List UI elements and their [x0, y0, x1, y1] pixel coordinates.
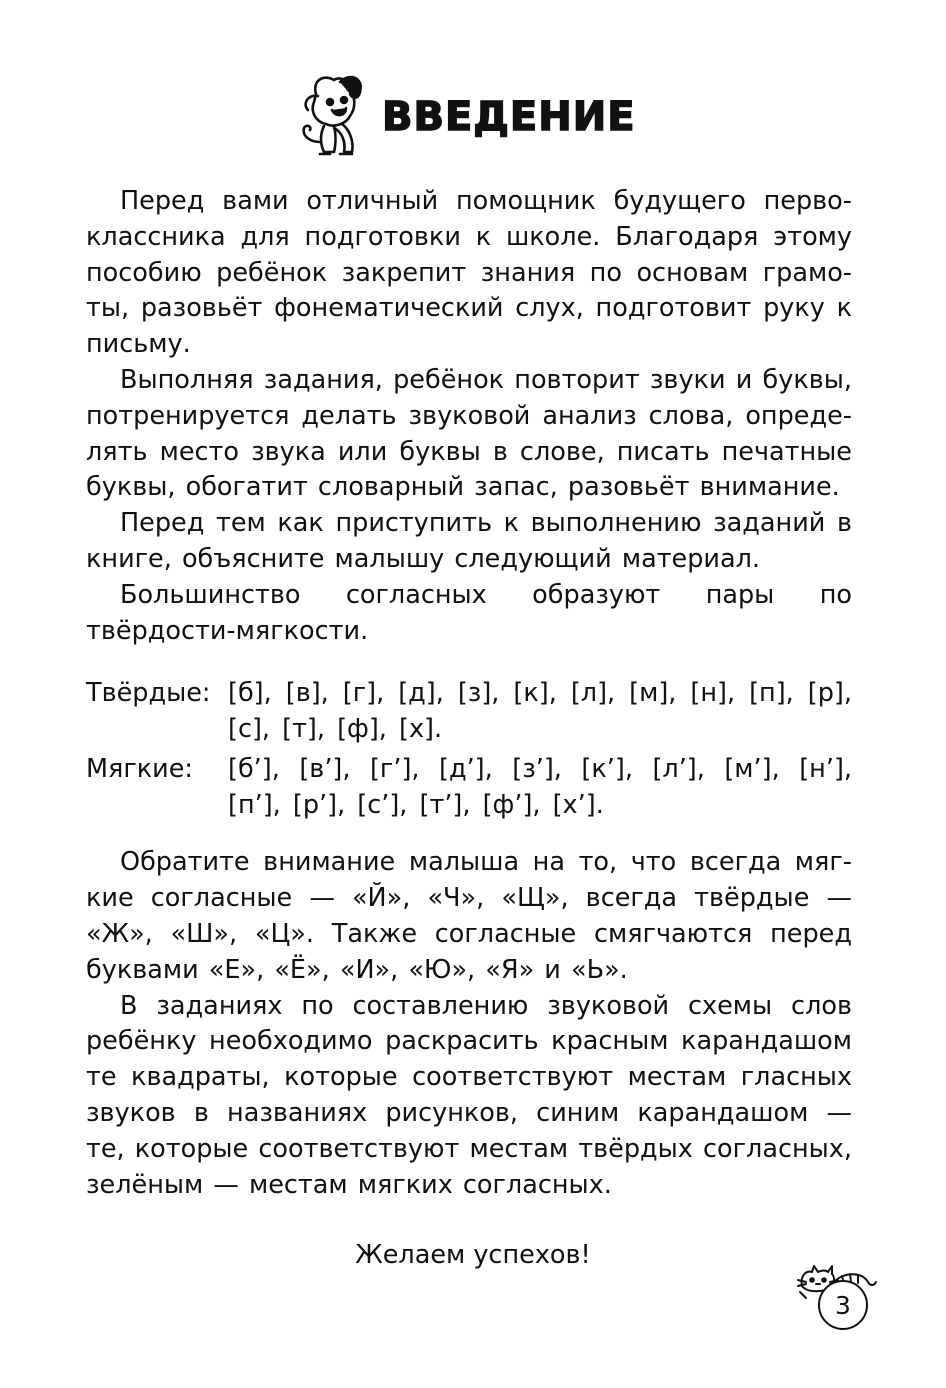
hard-consonants-row [86, 675, 852, 747]
page-number: 3 [818, 1280, 868, 1330]
soft-consonants-row [86, 751, 852, 823]
note-paragraph-2: В заданиях по составлению звуковой схемы слов ребёнку необходимо раскрасить красным карандашом те квадраты, которые соответствуют местам гласных звуков в названиях рисунков, синим карандашом — те, которые соответствуют местам твёрдых согласных, зелёным — местам мягких согласных. [86, 990, 852, 1200]
consonant-pairs-table [86, 675, 852, 823]
hard-consonants-label: Твёрдые: [86, 678, 211, 709]
intro-paragraph-4: Большинство согласных образуют пары по твёрдости-мягкости. [86, 579, 852, 646]
intro-paragraph-2: Выполняя задания, ребёнок повторит звуки и буквы, потренируется делать звуковой анализ слова, определять место звука или буквы в слове, писать печатные буквы, обогатит словарный запас, разовьёт внимание. [86, 364, 852, 503]
intro-paragraph-1: Перед вами отличный помощник будущего первоклассника для подготовки к школе. Благодаря этому пособию ребёнок закрепит знания по основам грамоты, разовьёт фонематический слух, подготовит руку к письму. [86, 186, 852, 360]
soft-consonants-label: Мягкие: [86, 754, 193, 785]
page-header [290, 72, 650, 162]
main-content [86, 184, 852, 1203]
dog-mascot-icon [290, 72, 370, 160]
page-title: ВВЕДЕНИЕ [382, 94, 636, 140]
hard-consonants-values: [б], [в], [г], [д], [з], [к], [л], [м], [н], [п], [р], [с], [т], [ф], [х]. [228, 678, 852, 745]
closing-wish: Желаем успехов! [355, 1240, 591, 1270]
note-paragraph-1: Обратите внимание малыша на то, что всегда мягкие согласные — «Й», «Ч», «Щ», всегда твёрдые — «Ж», «Ш», «Ц». Также согласные смягчаются перед буквами «Е», «Ё», «И», «Ю», «Я» и «Ь». [86, 847, 852, 985]
page-number-badge [796, 1262, 878, 1332]
intro-paragraph-3: Перед тем как приступить к выполнению заданий в книге, объясните малышу следующий материал. [86, 508, 852, 574]
soft-consonants-values: [б’], [в’], [г’], [д’], [з’], [к’], [л’], [м’], [н’], [п’], [р’], [с’], [т’], [ф’], [х’]. [228, 754, 852, 821]
